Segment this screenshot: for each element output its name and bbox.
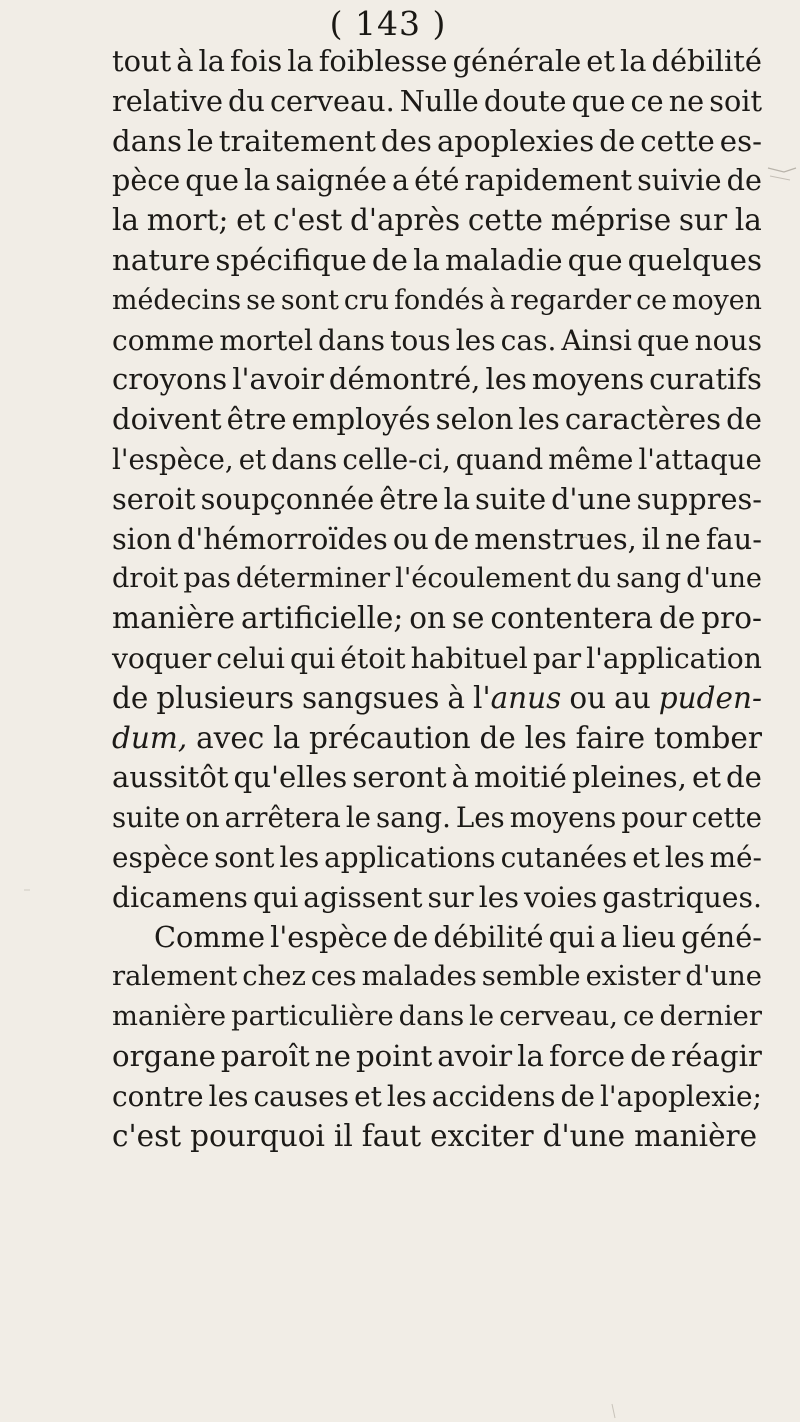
text-line-10 — [112, 400, 762, 440]
word: été — [414, 163, 460, 198]
word: paroît — [220, 1038, 310, 1073]
word: dicamens — [112, 880, 248, 914]
text-line-4 — [112, 161, 762, 201]
word: lieu — [622, 919, 677, 954]
word: manière — [634, 1118, 758, 1153]
word: sangsues — [302, 680, 440, 715]
word: droit — [112, 563, 179, 595]
word: force — [548, 1038, 626, 1073]
word: es- — [719, 123, 762, 158]
word: qui — [289, 641, 336, 675]
word: de — [560, 1079, 595, 1113]
word: sur — [427, 880, 474, 914]
word: on — [185, 801, 220, 835]
word: cas. — [500, 323, 557, 357]
word: cette — [691, 801, 762, 835]
word: accidens — [431, 1079, 556, 1113]
word: débilité — [651, 44, 762, 78]
text-line-22 — [112, 878, 762, 918]
word: mort; — [146, 203, 229, 238]
word: méprise — [550, 203, 672, 238]
word: doute — [483, 83, 567, 118]
word: mé- — [709, 840, 762, 874]
bleed-through-stroke — [770, 176, 790, 180]
word: nature — [112, 242, 211, 277]
word: que — [567, 242, 623, 277]
word: tomber — [653, 720, 762, 755]
word: de — [630, 1038, 667, 1073]
word: d'une — [686, 563, 762, 595]
word: réagir — [671, 1038, 762, 1073]
word: dans — [398, 1001, 465, 1033]
word: du — [228, 83, 265, 118]
word: ne — [665, 521, 701, 556]
word: dum, — [112, 720, 188, 755]
text-line-14 — [112, 559, 762, 599]
word: faut — [361, 1118, 422, 1153]
word: dernier — [659, 1001, 762, 1033]
word: quelques — [627, 242, 762, 277]
word: être — [226, 402, 287, 437]
word: suivie — [637, 163, 722, 198]
word: c'est — [112, 1118, 182, 1153]
text-line-11 — [112, 440, 762, 480]
word: ce — [636, 284, 667, 316]
word: de — [726, 402, 762, 437]
word: ce — [630, 83, 664, 118]
word: Comme — [154, 919, 266, 954]
word: déterminer — [235, 563, 391, 595]
word: les — [524, 720, 567, 755]
word: d'hémorroïdes — [176, 521, 388, 556]
word: les — [279, 840, 320, 874]
word: et — [354, 1079, 382, 1113]
word: la — [734, 203, 762, 238]
word: aussitôt — [112, 760, 229, 795]
word: étoit — [340, 641, 406, 675]
word: saignée — [275, 163, 387, 198]
word: à — [489, 284, 506, 316]
word: et — [586, 44, 615, 78]
word: la — [244, 163, 271, 198]
word: exciter — [430, 1118, 534, 1153]
word: ce — [622, 1001, 655, 1033]
word: il — [333, 1118, 353, 1153]
text-line-8 — [112, 321, 762, 361]
word: fondés — [394, 284, 485, 316]
text-line-9 — [112, 360, 762, 400]
paper-speck — [612, 1404, 615, 1418]
text-line-19 — [112, 758, 762, 798]
word: manière — [112, 1001, 227, 1033]
word: la — [517, 1038, 544, 1073]
word: Nulle — [399, 83, 479, 118]
word: pèce — [112, 163, 181, 198]
word: traitement — [218, 123, 376, 158]
word: pro- — [701, 601, 762, 636]
word: précaution — [309, 720, 471, 755]
word: voquer — [112, 641, 212, 675]
word: cerveau, — [499, 1001, 618, 1033]
word: semble — [481, 961, 581, 993]
word: moyens — [509, 801, 617, 835]
word: puden- — [658, 680, 762, 715]
word: l'anus — [473, 680, 562, 715]
text-line-7 — [112, 281, 762, 321]
word: suite — [112, 801, 181, 835]
word: moitié — [474, 760, 567, 795]
word: voies — [524, 880, 598, 914]
word: que — [185, 163, 239, 198]
word: démontré, — [328, 362, 481, 397]
word: de — [479, 720, 516, 755]
word: les — [208, 1079, 249, 1113]
word: la — [443, 481, 470, 516]
word: sang — [616, 563, 682, 595]
word: seront — [352, 760, 447, 795]
word: fau- — [705, 521, 762, 556]
word: le — [345, 801, 372, 835]
word: sang. — [376, 801, 451, 835]
word: maladie — [444, 242, 563, 277]
text-line-15 — [112, 599, 762, 639]
word: se — [246, 284, 276, 316]
text-line-1 — [112, 42, 762, 82]
word: avoir — [437, 1038, 513, 1073]
bleed-through-stroke — [768, 168, 796, 172]
word: l'écoulement — [395, 563, 572, 595]
word: les — [478, 880, 519, 914]
word: d'après — [349, 203, 461, 238]
word: fois — [230, 44, 283, 78]
word: c'est — [273, 203, 343, 238]
word: soupçonnée — [200, 481, 375, 516]
word: regarder — [510, 284, 632, 316]
body-text — [112, 42, 762, 1156]
word: on — [409, 601, 446, 636]
word: ou — [569, 680, 607, 715]
word: et — [691, 760, 721, 795]
word: au — [614, 680, 651, 715]
text-line-17 — [112, 679, 762, 719]
word: dans — [271, 442, 338, 476]
word: même — [548, 442, 634, 476]
word: débilité — [433, 919, 544, 954]
text-line-6 — [112, 241, 762, 281]
word: foiblesse — [318, 44, 448, 78]
text-line-18 — [112, 719, 762, 759]
word: l'apoplexie; — [599, 1079, 762, 1113]
word: la — [287, 44, 314, 78]
word: la — [112, 203, 140, 238]
word: du — [576, 563, 612, 595]
word: ne — [314, 1038, 351, 1073]
word: pour — [621, 801, 687, 835]
text-line-23 — [112, 918, 762, 958]
word: qui — [548, 919, 595, 954]
word: habituel — [410, 641, 528, 675]
word: les — [664, 840, 705, 874]
text-line-16 — [112, 639, 762, 679]
word: le — [469, 1001, 495, 1033]
word: de — [725, 760, 762, 795]
word: Les — [455, 801, 505, 835]
word: pas — [183, 563, 231, 595]
word: croyons — [112, 362, 228, 397]
word: de — [658, 601, 696, 636]
word: exister — [585, 961, 681, 993]
word: la — [198, 44, 225, 78]
word: tout — [112, 44, 172, 78]
word: et — [632, 840, 660, 874]
word: à — [451, 760, 469, 795]
word: que — [637, 323, 690, 357]
text-line-12 — [112, 480, 762, 520]
word: comme — [112, 323, 215, 357]
word: artificielle; — [240, 601, 404, 636]
word: organe — [112, 1038, 216, 1073]
text-line-3 — [112, 122, 762, 162]
word: sont — [280, 284, 339, 316]
word: générale — [452, 44, 582, 78]
word: doivent — [112, 402, 222, 437]
word: faire — [575, 720, 646, 755]
word: de — [392, 919, 429, 954]
word: cutanées — [500, 840, 628, 874]
word: apoplexies — [436, 123, 595, 158]
word: qu'elles — [233, 760, 348, 795]
word: caractères — [564, 402, 722, 437]
word: gastriques. — [602, 880, 762, 914]
word: de — [599, 123, 636, 158]
word: Ainsi — [561, 323, 632, 357]
word: les — [386, 1079, 427, 1113]
word: être — [379, 481, 439, 516]
word: géné- — [681, 919, 762, 954]
text-line-28 — [112, 1117, 762, 1157]
word: de — [112, 680, 149, 715]
text-line-13 — [112, 520, 762, 560]
word: et — [236, 203, 266, 238]
word: causes — [253, 1079, 350, 1113]
word: de — [371, 242, 408, 277]
text-line-2 — [112, 82, 762, 122]
word: l'attaque — [638, 442, 762, 476]
word: ne — [668, 83, 705, 118]
text-line-20 — [112, 798, 762, 838]
word: chez — [242, 961, 306, 993]
word: à — [447, 680, 465, 715]
word: médecins — [112, 284, 242, 316]
word: les — [485, 362, 527, 397]
word: quand — [455, 442, 544, 476]
word: que — [571, 83, 626, 118]
page-number: ( 143 ) — [329, 4, 447, 43]
word: d'une — [551, 481, 632, 516]
word: la — [273, 720, 301, 755]
word: cerveau. — [269, 83, 395, 118]
word: plusieurs — [156, 680, 294, 715]
word: ces — [310, 961, 357, 993]
word: sur — [678, 203, 728, 238]
word: sion — [112, 521, 172, 556]
word: des — [380, 123, 432, 158]
word: point — [355, 1038, 433, 1073]
word: dans — [112, 123, 182, 158]
text-line-25 — [112, 997, 762, 1037]
word: rapidement — [464, 163, 633, 198]
word: moyen — [672, 284, 762, 316]
word: l'espèce, — [112, 442, 234, 476]
word: cette — [640, 123, 715, 158]
word: espèce — [112, 840, 210, 874]
word: la — [413, 242, 440, 277]
word: contre — [112, 1079, 204, 1113]
word: a — [599, 919, 618, 954]
word: selon — [435, 402, 514, 437]
text-line-5 — [112, 201, 762, 241]
word: l'avoir — [232, 362, 324, 397]
word: d'une — [685, 961, 762, 993]
word: l'espèce — [270, 919, 388, 954]
text-line-26 — [112, 1037, 762, 1077]
word: cette — [467, 203, 544, 238]
word: celui — [216, 641, 285, 675]
word: applications — [324, 840, 496, 874]
word: curatifs — [649, 362, 762, 397]
word: spécifique — [215, 242, 367, 277]
word: particulière — [231, 1001, 394, 1033]
word: les — [518, 402, 560, 437]
word: agissent — [303, 880, 423, 914]
word: la — [619, 44, 647, 78]
word: dans — [318, 323, 386, 357]
word: employés — [291, 402, 431, 437]
word: contentera — [490, 601, 654, 636]
word: relative — [112, 83, 223, 118]
word: cru — [343, 284, 390, 316]
word: moyens — [531, 362, 645, 397]
text-line-27 — [112, 1077, 762, 1117]
word: sont — [214, 840, 275, 874]
word: et — [238, 442, 267, 476]
word: se — [451, 601, 485, 636]
word: pleines, — [571, 760, 687, 795]
word: le — [187, 123, 214, 158]
word: à — [176, 44, 194, 78]
text-line-21 — [112, 838, 762, 878]
text-line-24 — [112, 957, 762, 997]
word: seroit — [112, 481, 196, 516]
word: l'application — [586, 641, 762, 675]
word: ou — [392, 521, 429, 556]
word: tous — [390, 323, 451, 357]
word: mortel — [219, 323, 313, 357]
word: par — [532, 641, 582, 675]
word: d'une — [542, 1118, 626, 1153]
word: celle-ci, — [342, 442, 451, 476]
word: de — [726, 163, 762, 198]
word: suite — [475, 481, 547, 516]
word: ralement — [112, 961, 238, 993]
word: suppres- — [636, 481, 762, 516]
word: de — [433, 521, 470, 556]
word: soit — [709, 83, 762, 118]
word: il — [641, 521, 661, 556]
word: a — [391, 163, 410, 198]
word: malades — [361, 961, 477, 993]
word: menstrues, — [474, 521, 637, 556]
word: arrêtera — [224, 801, 341, 835]
word: les — [455, 323, 496, 357]
word: manière — [112, 601, 236, 636]
word: qui — [252, 880, 299, 914]
word: avec — [196, 720, 265, 755]
word: pourquoi — [190, 1118, 325, 1153]
word: nous — [694, 323, 762, 357]
